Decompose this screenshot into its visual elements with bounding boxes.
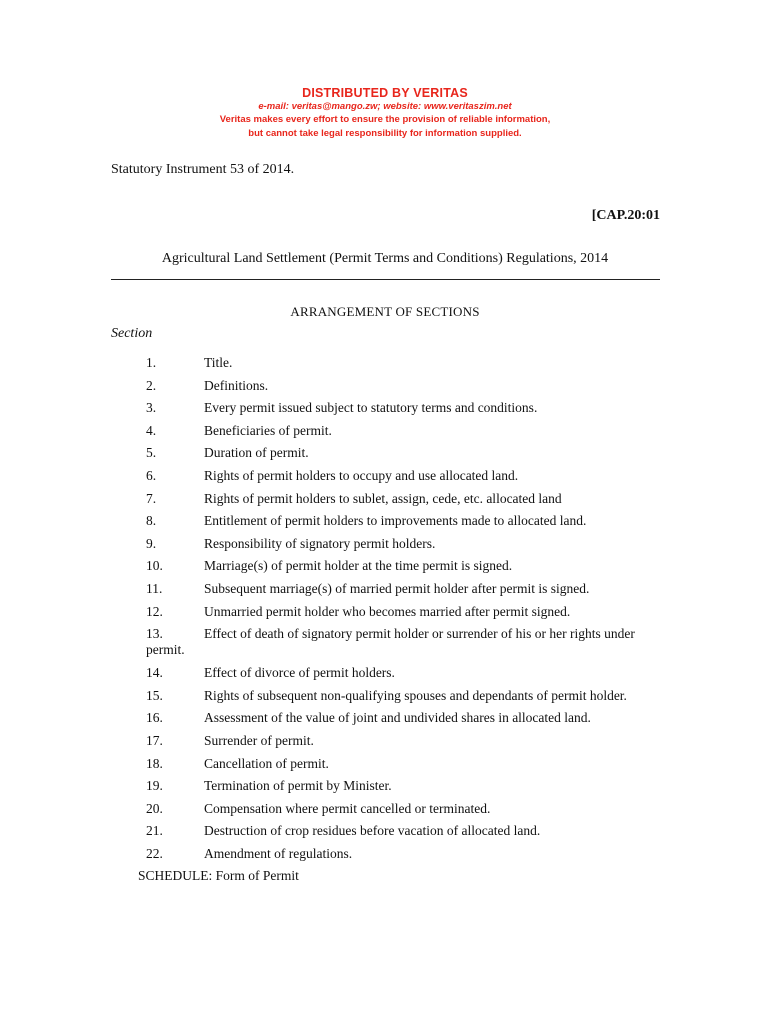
section-number: 22. [146, 845, 163, 861]
section-title: Marriage(s) of permit holder at the time permit is signed. [204, 558, 513, 574]
list-item [146, 375, 666, 398]
section-title: Surrender of permit. [204, 732, 314, 748]
section-number: 2. [146, 377, 157, 393]
list-item [146, 707, 666, 730]
section-number: 8. [146, 513, 157, 529]
section-title: Effect of divorce of permit holders. [204, 665, 395, 681]
section-number: 17. [146, 732, 163, 748]
section-number: 15. [146, 687, 163, 703]
section-number: 16. [146, 710, 163, 726]
section-title: Destruction of crop residues before vacation of allocated land. [204, 823, 541, 839]
section-title: Termination of permit by Minister. [204, 778, 392, 794]
section-number: 7. [146, 490, 157, 506]
list-item [146, 662, 666, 685]
list-item [146, 623, 666, 662]
list-item [146, 488, 666, 511]
section-number: 14. [146, 665, 163, 681]
section-number: 20. [146, 800, 163, 816]
list-item [146, 601, 666, 624]
section-title: Cancellation of permit. [204, 755, 329, 771]
section-number: 12. [146, 603, 163, 619]
list-item [146, 843, 666, 866]
section-number: 9. [146, 535, 157, 551]
list-item [146, 730, 666, 753]
section-number: 4. [146, 422, 157, 438]
section-number: 5. [146, 445, 157, 461]
section-title: Rights of permit holders to sublet, assign, cede, etc. allocated land [204, 490, 562, 506]
section-title: Effect of death of signatory permit holder or surrender of his or her rights under [204, 626, 635, 642]
list-item [146, 533, 666, 556]
section-title: Assessment of the value of joint and undivided shares in allocated land. [204, 710, 591, 726]
section-number: 11. [146, 580, 163, 596]
list-item [146, 820, 666, 843]
arrangement-heading: ARRANGEMENT OF SECTIONS [290, 304, 480, 319]
section-number: 21. [146, 823, 163, 839]
disclaimer-line-1: Veritas makes every effort to ensure the provision of reliable information, [219, 114, 551, 125]
list-item [146, 352, 666, 375]
section-number: 19. [146, 778, 163, 794]
list-item [146, 555, 666, 578]
list-item [146, 510, 666, 533]
section-title: Unmarried permit holder who becomes married after permit signed. [204, 603, 571, 619]
section-title: Entitlement of permit holders to improvements made to allocated land. [204, 513, 587, 529]
list-item [146, 798, 666, 821]
section-title: Beneficiaries of permit. [204, 422, 332, 438]
list-item [146, 578, 666, 601]
sections-list [146, 352, 666, 865]
list-item [146, 775, 666, 798]
section-title-continuation: permit. [146, 642, 185, 658]
statutory-instrument-number: Statutory Instrument 53 of 2014. [111, 162, 295, 177]
section-title: Subsequent marriage(s) of married permit holder after permit is signed. [204, 580, 590, 596]
regulations-title: Agricultural Land Settlement (Permit Terms and Conditions) Regulations, 2014 [161, 251, 609, 266]
list-item [146, 397, 666, 420]
distributor-contact: e-mail: veritas@mango.zw; website: www.veritaszim.net [258, 101, 512, 112]
section-title: Definitions. [204, 377, 269, 393]
title-divider [111, 279, 660, 280]
chapter-reference: [CAP.20:01 [591, 208, 660, 223]
schedule-entry: SCHEDULE: Form of Permit [138, 868, 299, 883]
section-title: Title. [204, 355, 233, 370]
section-number: 13. [146, 626, 163, 642]
list-item [146, 465, 666, 488]
disclaimer-line-2: but cannot take legal responsibility for information supplied. [248, 128, 522, 139]
section-title: Amendment of regulations. [204, 845, 353, 861]
list-item [146, 753, 666, 776]
section-number: 6. [146, 467, 157, 483]
list-item [146, 685, 666, 708]
section-title: Responsibility of signatory permit holders. [204, 535, 436, 551]
section-title: Compensation where permit cancelled or terminated. [204, 800, 491, 816]
list-item [146, 442, 666, 465]
distributor-title: DISTRIBUTED BY VERITAS [302, 86, 468, 100]
list-item [146, 420, 666, 443]
section-number: 3. [146, 400, 157, 416]
section-title: Every permit issued subject to statutory terms and conditions. [204, 400, 538, 416]
section-number: 1. [146, 355, 157, 370]
section-title: Rights of subsequent non-qualifying spouses and dependants of permit holder. [204, 687, 627, 703]
section-column-label: Section [111, 326, 153, 341]
distributor-header [0, 86, 770, 141]
section-title: Rights of permit holders to occupy and use allocated land. [204, 467, 519, 483]
section-title: Duration of permit. [204, 445, 309, 461]
section-number: 10. [146, 558, 163, 574]
section-number: 18. [146, 755, 163, 771]
